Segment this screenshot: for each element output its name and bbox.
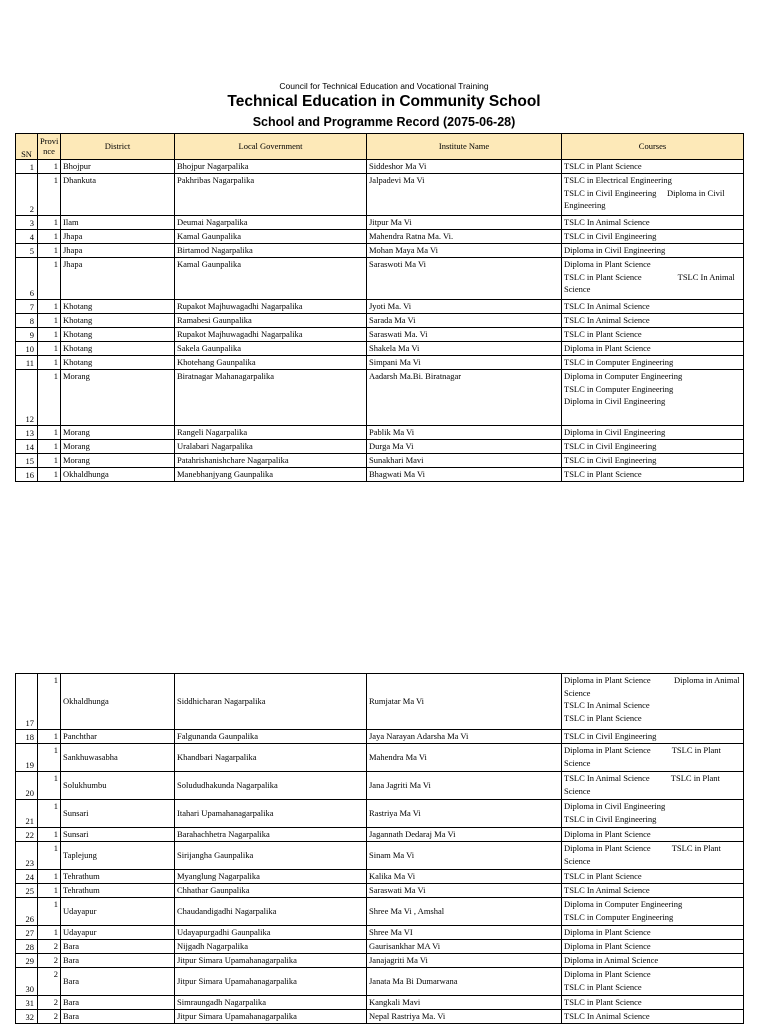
table-row xyxy=(16,230,744,244)
table-row xyxy=(16,870,744,884)
cell-sn: 26 xyxy=(16,898,38,926)
table-row xyxy=(16,996,744,1010)
cell-province: 1 xyxy=(38,174,61,216)
record-table-page-1 xyxy=(15,133,744,482)
cell-institute: Shakela Ma Vi xyxy=(367,342,562,356)
cell-courses: Diploma in Plant Science TSLC in Plant Science xyxy=(562,842,744,870)
record-table-page-2 xyxy=(15,673,744,1024)
cell-sn: 14 xyxy=(16,440,38,454)
cell-courses: TSLC In Animal Science xyxy=(562,1010,744,1024)
column-header-local-government: Local Government xyxy=(175,134,367,160)
cell-local-government: Rangeli Nagarpalika xyxy=(175,426,367,440)
cell-sn: 1 xyxy=(16,160,38,174)
cell-local-government: Solududhakunda Nagarpalika xyxy=(175,772,367,800)
cell-courses: Diploma in Plant Science TSLC in Plant Science TSLC In Animal Science xyxy=(562,258,744,300)
cell-district: Bara xyxy=(61,940,175,954)
cell-province: 1 xyxy=(38,356,61,370)
cell-province: 2 xyxy=(38,1010,61,1024)
table-row xyxy=(16,674,744,730)
cell-courses: Diploma in Animal Science xyxy=(562,954,744,968)
cell-district: Bara xyxy=(61,954,175,968)
cell-district: Ilam xyxy=(61,216,175,230)
cell-local-government: Chhathar Gaunpalika xyxy=(175,884,367,898)
cell-sn: 20 xyxy=(16,772,38,800)
cell-province: 2 xyxy=(38,968,61,996)
table-row xyxy=(16,926,744,940)
table-row xyxy=(16,356,744,370)
cell-sn: 12 xyxy=(16,370,38,426)
cell-courses: Diploma in Civil Engineering xyxy=(562,244,744,258)
cell-courses: TSLC in Civil Engineering xyxy=(562,230,744,244)
cell-district: Tehrathum xyxy=(61,884,175,898)
cell-sn: 17 xyxy=(16,674,38,730)
cell-local-government: Kamal Gaunpalika xyxy=(175,230,367,244)
cell-courses: TSLC In Animal Science xyxy=(562,300,744,314)
cell-institute: Janajagriti Ma Vi xyxy=(367,954,562,968)
cell-sn: 25 xyxy=(16,884,38,898)
cell-institute: Jana Jagriti Ma Vi xyxy=(367,772,562,800)
cell-local-government: Kamal Gaunpalika xyxy=(175,258,367,300)
cell-local-government: Myanglung Nagarpalika xyxy=(175,870,367,884)
table-row xyxy=(16,174,744,216)
cell-local-government: Udayapurgadhi Gaunpalika xyxy=(175,926,367,940)
cell-district: Jhapa xyxy=(61,230,175,244)
cell-courses: TSLC in Plant Science xyxy=(562,160,744,174)
cell-district: Khotang xyxy=(61,300,175,314)
cell-institute: Mohan Maya Ma Vi xyxy=(367,244,562,258)
cell-district: Sankhuwasabha xyxy=(61,744,175,772)
cell-courses: TSLC in Plant Science xyxy=(562,870,744,884)
cell-institute: Jitpur Ma Vi xyxy=(367,216,562,230)
cell-courses: Diploma in Civil Engineering TSLC in Civil Engineering xyxy=(562,800,744,828)
cell-institute: Mahendra Ma Vi xyxy=(367,744,562,772)
cell-courses: Diploma in Plant Science xyxy=(562,926,744,940)
cell-province: 1 xyxy=(38,800,61,828)
cell-district: Solukhumbu xyxy=(61,772,175,800)
column-header-institute: Institute Name xyxy=(367,134,562,160)
cell-sn: 16 xyxy=(16,468,38,482)
cell-local-government: Siddhicharan Nagarpalika xyxy=(175,674,367,730)
cell-sn: 29 xyxy=(16,954,38,968)
cell-province: 1 xyxy=(38,674,61,730)
cell-district: Khotang xyxy=(61,314,175,328)
cell-district: Sunsari xyxy=(61,828,175,842)
cell-province: 1 xyxy=(38,730,61,744)
cell-courses: Diploma in Plant Science TSLC in Plant Science xyxy=(562,744,744,772)
cell-district: Morang xyxy=(61,454,175,468)
cell-local-government: Rupakot Majhuwagadhi Nagarpalika xyxy=(175,328,367,342)
table-header-row xyxy=(16,134,744,160)
table-row xyxy=(16,800,744,828)
table-row xyxy=(16,258,744,300)
cell-institute: Pablik Ma Vi xyxy=(367,426,562,440)
cell-courses: TSLC in Civil Engineering xyxy=(562,440,744,454)
cell-sn: 13 xyxy=(16,426,38,440)
cell-sn: 22 xyxy=(16,828,38,842)
cell-province: 1 xyxy=(38,258,61,300)
cell-province: 1 xyxy=(38,370,61,426)
cell-province: 1 xyxy=(38,468,61,482)
cell-courses: Diploma in Plant Science xyxy=(562,828,744,842)
cell-local-government: Chaudandigadhi Nagarpalika xyxy=(175,898,367,926)
cell-province: 1 xyxy=(38,160,61,174)
cell-courses: TSLC In Animal Science xyxy=(562,884,744,898)
cell-institute: Aadarsh Ma.Bi. Biratnagar xyxy=(367,370,562,426)
table-row xyxy=(16,244,744,258)
cell-institute: Shree Ma Vi , Amshal xyxy=(367,898,562,926)
cell-institute: Jyoti Ma. Vi xyxy=(367,300,562,314)
table-row xyxy=(16,772,744,800)
cell-courses: TSLC in Plant Science xyxy=(562,328,744,342)
table-row xyxy=(16,216,744,230)
table-row xyxy=(16,954,744,968)
cell-district: Morang xyxy=(61,426,175,440)
cell-district: Tehrathum xyxy=(61,870,175,884)
table-row xyxy=(16,1010,744,1024)
cell-local-government: Nijgadh Nagarpalika xyxy=(175,940,367,954)
cell-institute: Saraswati Ma Vi xyxy=(367,884,562,898)
cell-district: Dhankuta xyxy=(61,174,175,216)
cell-institute: Jagannath Dedaraj Ma Vi xyxy=(367,828,562,842)
cell-province: 1 xyxy=(38,772,61,800)
cell-sn: 15 xyxy=(16,454,38,468)
cell-district: Okhaldhunga xyxy=(61,674,175,730)
cell-sn: 11 xyxy=(16,356,38,370)
cell-local-government: Falgunanda Gaunpalika xyxy=(175,730,367,744)
cell-sn: 28 xyxy=(16,940,38,954)
table-row xyxy=(16,300,744,314)
cell-local-government: Simraungadh Nagarpalika xyxy=(175,996,367,1010)
cell-institute: Bhagwati Ma Vi xyxy=(367,468,562,482)
cell-district: Udayapur xyxy=(61,898,175,926)
table-row xyxy=(16,968,744,996)
cell-sn: 10 xyxy=(16,342,38,356)
table-row xyxy=(16,160,744,174)
cell-district: Bara xyxy=(61,1010,175,1024)
cell-sn: 19 xyxy=(16,744,38,772)
cell-sn: 31 xyxy=(16,996,38,1010)
cell-province: 1 xyxy=(38,328,61,342)
table-row xyxy=(16,314,744,328)
cell-district: Bara xyxy=(61,996,175,1010)
table-row xyxy=(16,730,744,744)
cell-district: Bara xyxy=(61,968,175,996)
table-row xyxy=(16,426,744,440)
table-row xyxy=(16,454,744,468)
cell-institute: Nepal Rastriya Ma. Vi xyxy=(367,1010,562,1024)
table-row xyxy=(16,468,744,482)
cell-district: Khotang xyxy=(61,328,175,342)
table-row xyxy=(16,940,744,954)
cell-district: Jhapa xyxy=(61,244,175,258)
cell-institute: Mahendra Ratna Ma. Vi. xyxy=(367,230,562,244)
cell-local-government: Khandbari Nagarpalika xyxy=(175,744,367,772)
cell-sn: 3 xyxy=(16,216,38,230)
cell-province: 1 xyxy=(38,300,61,314)
cell-local-government: Biratnagar Mahanagarpalika xyxy=(175,370,367,426)
column-header-province: Provi nce xyxy=(38,134,61,160)
cell-local-government: Rupakot Majhuwagadhi Nagarpalika xyxy=(175,300,367,314)
cell-province: 1 xyxy=(38,426,61,440)
cell-institute: Kangkali Mavi xyxy=(367,996,562,1010)
cell-sn: 23 xyxy=(16,842,38,870)
cell-local-government: Ramabesi Gaunpalika xyxy=(175,314,367,328)
table-row xyxy=(16,828,744,842)
cell-local-government: Sakela Gaunpalika xyxy=(175,342,367,356)
cell-institute: Gaurisankhar MA Vi xyxy=(367,940,562,954)
cell-province: 1 xyxy=(38,842,61,870)
cell-district: Khotang xyxy=(61,356,175,370)
cell-sn: 5 xyxy=(16,244,38,258)
cell-local-government: Deumai Nagarpalika xyxy=(175,216,367,230)
cell-institute: Kalika Ma Vi xyxy=(367,870,562,884)
cell-sn: 30 xyxy=(16,968,38,996)
cell-local-government: Pakhribas Nagarpalika xyxy=(175,174,367,216)
page-subtitle: School and Programme Record (2075-06-28) xyxy=(252,115,516,129)
cell-province: 1 xyxy=(38,342,61,356)
cell-district: Bhojpur xyxy=(61,160,175,174)
table-row xyxy=(16,884,744,898)
cell-sn: 9 xyxy=(16,328,38,342)
cell-province: 1 xyxy=(38,828,61,842)
cell-courses: Diploma in Computer Engineering TSLC in Computer Engineering Diploma in Civil Engineering xyxy=(562,370,744,426)
cell-province: 1 xyxy=(38,898,61,926)
cell-courses: Diploma in Plant Science Diploma in Animal Science TSLC In Animal Science TSLC in Plant Science xyxy=(562,674,744,730)
cell-local-government: Uralabari Nagarpalika xyxy=(175,440,367,454)
cell-district: Taplejung xyxy=(61,842,175,870)
cell-province: 1 xyxy=(38,926,61,940)
table-row xyxy=(16,370,744,426)
cell-sn: 6 xyxy=(16,258,38,300)
cell-local-government: Jitpur Simara Upamahanagarpalika xyxy=(175,954,367,968)
cell-institute: Sarada Ma Vi xyxy=(367,314,562,328)
cell-province: 1 xyxy=(38,314,61,328)
cell-courses: TSLC In Animal Science xyxy=(562,216,744,230)
page-title: Technical Education in Community School xyxy=(227,93,541,110)
cell-courses: TSLC In Animal Science xyxy=(562,314,744,328)
cell-sn: 2 xyxy=(16,174,38,216)
cell-local-government: Manebhanjyang Gaunpalika xyxy=(175,468,367,482)
cell-sn: 27 xyxy=(16,926,38,940)
cell-district: Sunsari xyxy=(61,800,175,828)
cell-institute: Siddeshor Ma Vi xyxy=(367,160,562,174)
cell-province: 2 xyxy=(38,954,61,968)
cell-district: Udayapur xyxy=(61,926,175,940)
cell-province: 1 xyxy=(38,454,61,468)
cell-institute: Jalpadevi Ma Vi xyxy=(367,174,562,216)
cell-courses: TSLC In Animal Science TSLC in Plant Science xyxy=(562,772,744,800)
cell-institute: Jaya Narayan Adarsha Ma Vi xyxy=(367,730,562,744)
cell-local-government: Jitpur Simara Upamahanagarpalika xyxy=(175,968,367,996)
organization-name: Council for Technical Education and Vocational Training xyxy=(279,81,489,91)
cell-courses: Diploma in Plant Science xyxy=(562,940,744,954)
cell-courses: TSLC in Civil Engineering xyxy=(562,454,744,468)
cell-institute: Simpani Ma Vi xyxy=(367,356,562,370)
cell-sn: 32 xyxy=(16,1010,38,1024)
table-row xyxy=(16,842,744,870)
cell-institute: Janata Ma Bi Dumarwana xyxy=(367,968,562,996)
cell-local-government: Itahari Upamahanagarpalika xyxy=(175,800,367,828)
cell-courses: TSLC in Computer Engineering xyxy=(562,356,744,370)
column-header-district: District xyxy=(61,134,175,160)
cell-district: Jhapa xyxy=(61,258,175,300)
cell-local-government: Jitpur Simara Upamahanagarpalika xyxy=(175,1010,367,1024)
cell-district: Khotang xyxy=(61,342,175,356)
cell-institute: Durga Ma Vi xyxy=(367,440,562,454)
cell-district: Morang xyxy=(61,370,175,426)
cell-province: 2 xyxy=(38,996,61,1010)
cell-province: 1 xyxy=(38,870,61,884)
cell-district: Okhaldhunga xyxy=(61,468,175,482)
cell-local-government: Khotehang Gaunpalika xyxy=(175,356,367,370)
cell-local-government: Bhojpur Nagarpalika xyxy=(175,160,367,174)
cell-local-government: Birtamod Nagarpalika xyxy=(175,244,367,258)
cell-courses: TSLC in Plant Science xyxy=(562,996,744,1010)
cell-institute: Saraswoti Ma Vi xyxy=(367,258,562,300)
table-row xyxy=(16,342,744,356)
cell-province: 1 xyxy=(38,244,61,258)
cell-institute: Shree Ma VI xyxy=(367,926,562,940)
cell-province: 1 xyxy=(38,440,61,454)
cell-district: Morang xyxy=(61,440,175,454)
cell-courses: TSLC in Civil Engineering xyxy=(562,730,744,744)
table-row xyxy=(16,440,744,454)
cell-courses: Diploma in Civil Engineering xyxy=(562,426,744,440)
cell-province: 1 xyxy=(38,216,61,230)
table-row xyxy=(16,744,744,772)
table-row xyxy=(16,898,744,926)
column-header-courses: Courses xyxy=(562,134,744,160)
cell-courses: Diploma in Plant Science TSLC in Plant Science xyxy=(562,968,744,996)
cell-province: 1 xyxy=(38,230,61,244)
cell-sn: 8 xyxy=(16,314,38,328)
column-header-sn: SN xyxy=(16,134,38,160)
cell-province: 1 xyxy=(38,884,61,898)
cell-institute: Rumjatar Ma Vi xyxy=(367,674,562,730)
table-row xyxy=(16,328,744,342)
cell-sn: 24 xyxy=(16,870,38,884)
cell-sn: 7 xyxy=(16,300,38,314)
cell-sn: 21 xyxy=(16,800,38,828)
cell-courses: Diploma in Computer Engineering TSLC in Computer Engineering xyxy=(562,898,744,926)
cell-local-government: Sirijangha Gaunpalika xyxy=(175,842,367,870)
cell-province: 2 xyxy=(38,940,61,954)
cell-district: Panchthar xyxy=(61,730,175,744)
cell-local-government: Barahachhetra Nagarpalika xyxy=(175,828,367,842)
cell-institute: Sunakhari Mavi xyxy=(367,454,562,468)
cell-institute: Sinam Ma Vi xyxy=(367,842,562,870)
cell-sn: 18 xyxy=(16,730,38,744)
cell-courses: TSLC in Plant Science xyxy=(562,468,744,482)
cell-institute: Rastriya Ma Vi xyxy=(367,800,562,828)
cell-courses: TSLC in Electrical Engineering TSLC in Civil Engineering Diploma in Civil Engineering xyxy=(562,174,744,216)
cell-courses: Diploma in Plant Science xyxy=(562,342,744,356)
cell-institute: Saraswati Ma. Vi xyxy=(367,328,562,342)
cell-sn: 4 xyxy=(16,230,38,244)
cell-local-government: Patahrishanishchare Nagarpalika xyxy=(175,454,367,468)
cell-province: 1 xyxy=(38,744,61,772)
